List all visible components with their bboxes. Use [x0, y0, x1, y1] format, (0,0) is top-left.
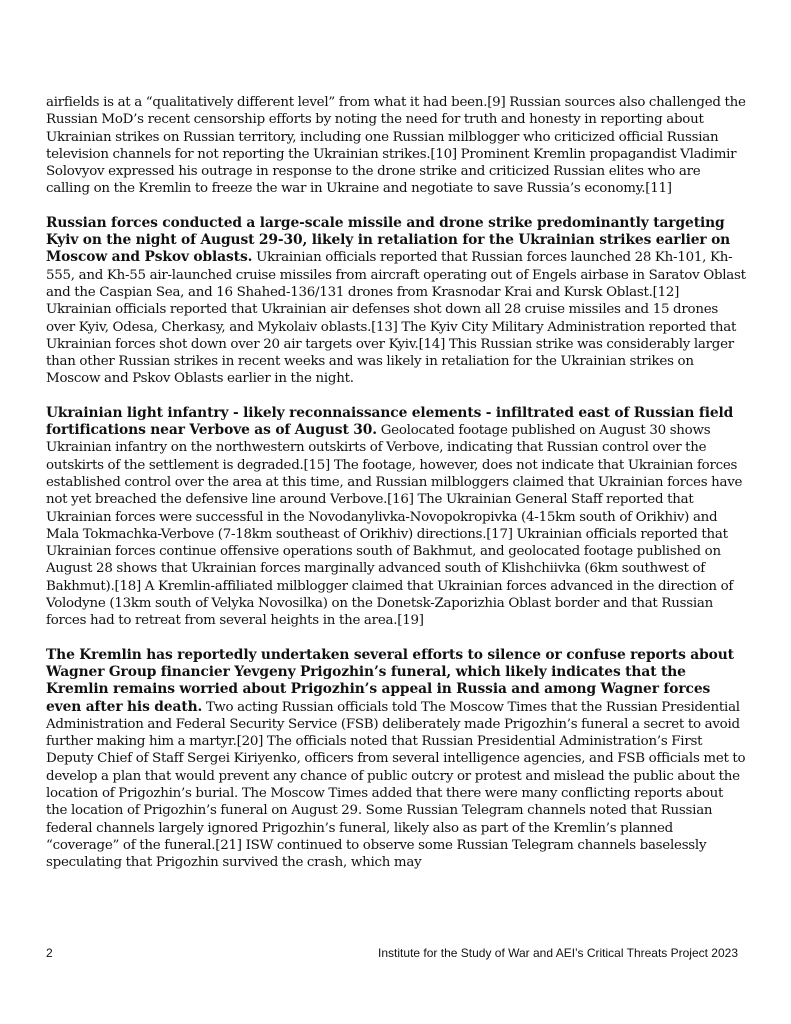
footer-credit: Institute for the Study of War and AEI’s Critical Threats Project 2023 — [378, 946, 738, 960]
paragraph-2 — [46, 215, 746, 388]
paragraph-text: Ukrainian officials reported that Russian forces launched 28 Kh-101, Kh-555, and Kh-55 air-launched cruise missiles from aircraft operating out of Engels airbase in Saratov Oblast and the Caspian Sea, and 16 Shahed-136/131 drones from Krasnodar Krai and Kursk Oblast.[12] Ukrainian officials reported that Ukrainian air defenses shot down all 28 cruise missiles and 15 drones over Kyiv, Odesa, Cherkasy, and Mykolaiv oblasts.[13] The Kyiv City Military Administration reported that Ukrainian forces shot down over 20 air targets over Kyiv.[14] This Russian strike was considerably larger than other Russian strikes in recent weeks and was likely in retaliation for the Ukrainian strikes on Moscow and Pskov Oblasts earlier in the night. — [46, 250, 746, 387]
paragraph-text: airfields is at a “qualitatively different level” from what it had been.[9] Russian sources also challenged the Russian MoD’s recent censorship efforts by noting the need for truth and honesty in reporting about Ukrainian strikes on Russian territory, including one Russian milblogger who criticized official Russian television channels for not reporting the Ukrainian strikes.[10] Prominent Kremlin propagandist Vladimir Solovyov expressed his outrage in response to the drone strike and criticized Russian elites who are calling on the Kremlin to freeze the war in Ukraine and negotiate to save Russia’s economy.[11] — [46, 95, 746, 197]
page-number: 2 — [46, 946, 53, 960]
paragraph-1 — [46, 94, 746, 198]
paragraph-lead: Ukrainian light infantry - likely reconnaissance elements - infiltrated east of Russian field fortifications near Verbove as of August 30. — [46, 404, 734, 439]
paragraph-text: Two acting Russian officials told The Moscow Times that the Russian Presidential Administration and Federal Security Service (FSB) deliberately made Prigozhin’s funeral a secret to avoid further making him a martyr.[20] The officials noted that Russian Presidential Administration’s First Deputy Chief of Staff Sergei Kiriyenko, officers from several intelligence agencies, and FSB officials met to develop a plan that would prevent any chance of public outcry or protest and mislead the public about the location of Prigozhin’s burial. The Moscow Times added that there were many conflicting reports about the location of Prigozhin’s funeral on August 29. Some Russian Telegram channels noted that Russian federal channels largely ignored Prigozhin’s funeral, likely also as part of the Kremlin’s planned “coverage” of the funeral.[21] ISW continued to observe some Russian Telegram channels baselessly speculating that Prigozhin survived the crash, which may — [46, 699, 746, 871]
paragraph-4 — [46, 647, 746, 872]
paragraph-lead: The Kremlin has reportedly undertaken several efforts to silence or confuse reports about Wagner Group financier Yevgeny Prigozhin’s funeral, which likely indicates that the Kremlin remains worried about Prigozhin’s appeal in Russia and among Wagner forces even after his death. — [46, 646, 734, 715]
paragraph-text: Geolocated footage published on August 30 shows Ukrainian infantry on the northwestern outskirts of Verbove, indicating that Russian control over the outskirts of the settlement is degraded.[15] The footage, however, does not indicate that Ukrainian forces established control over the area at this time, and Russian milbloggers claimed that Ukrainian forces have not yet breached the defensive line around Verbove.[16] The Ukrainian General Staff reported that Ukrainian forces were successful in the Novodanylivka-Novopokropivka (4-15km south of Orikhiv) and Mala Tokmachka-Verbove (7-18km southeast of Orikhiv) directions.[17] Ukrainian officials reported that Ukrainian forces continue offensive operations south of Bakhmut, and geolocated footage published on August 28 shows that Ukrainian forces marginally advanced south of Klishchiivka (6km southwest of Bakhmut).[18] A Kremlin-affiliated milblogger claimed that Ukrainian forces advanced in the direction of Volodyne (13km south of Velyka Novosilka) on the Donetsk-Zaporizhia Oblast border and that Russian forces had to retreat from several heights in the area.[19] — [46, 423, 743, 629]
paragraph-lead: Russian forces conducted a large-scale missile and drone strike predominantly targeting Kyiv on the night of August 29-30, likely in retaliation for the Ukrainian strikes earlier on Moscow and Pskov oblasts. — [46, 214, 731, 266]
article-body — [46, 94, 746, 888]
paragraph-3 — [46, 405, 746, 630]
